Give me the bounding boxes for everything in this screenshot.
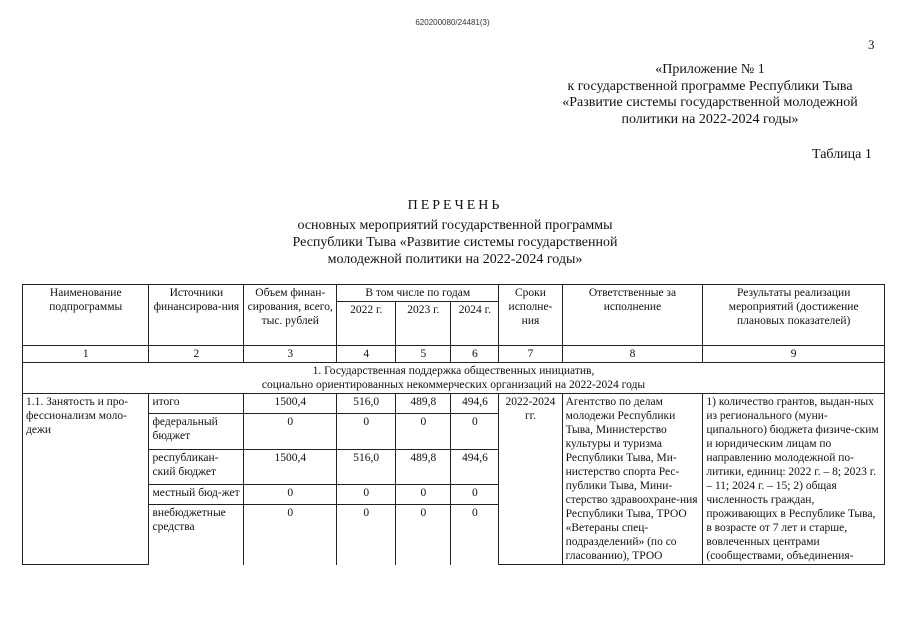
col-number: 2 [149, 346, 244, 363]
header-year-2024: 2024 г. [451, 302, 499, 346]
total-cell: 1500,4 [244, 449, 337, 485]
year-2024-cell: 0 [451, 505, 499, 565]
appendix-line-4: политики на 2022-2024 годы» [621, 111, 799, 127]
header-volume: Объем финан-сирования, всего, тыс. рублей [244, 285, 337, 346]
year-2023-cell: 0 [396, 485, 451, 505]
source-cell: федеральный бюджет [149, 413, 244, 449]
page-number: 3 [868, 37, 875, 52]
measures-table [22, 284, 885, 565]
appendix-line-3: «Развитие системы государственной молодежной [562, 95, 858, 110]
year-2023-cell: 0 [396, 413, 451, 449]
document-title: ПЕРЕЧЕНЬ [407, 198, 503, 213]
col-number: 5 [396, 346, 451, 363]
header-results: Результаты реализации мероприятий (достижение плановых показателей) [703, 285, 885, 346]
table-label: Таблица 1 [812, 147, 872, 162]
appendix-line-2: к государственной программе Республики Тыва [567, 78, 853, 94]
col-number: 8 [562, 346, 703, 363]
appendix-line-1: «Приложение № 1 [655, 62, 765, 77]
col-number: 9 [703, 346, 885, 363]
header-row [23, 285, 885, 302]
source-cell: республикан-ский бюджет [149, 449, 244, 485]
header-year-2022: 2022 г. [337, 302, 396, 346]
document-code: 620200080/24481(3) [415, 18, 490, 27]
column-numbers-row [23, 346, 885, 363]
year-2022-cell: 516,0 [337, 394, 396, 414]
source-cell: внебюджетные средства [149, 505, 244, 565]
appendix-header [540, 62, 880, 128]
section-line-1: 1. Государственная поддержка общественных инициатив, [312, 365, 595, 377]
total-cell: 0 [244, 413, 337, 449]
total-cell: 0 [244, 485, 337, 505]
year-2023-cell: 0 [396, 505, 451, 565]
year-2024-cell: 0 [451, 413, 499, 449]
year-2024-cell: 494,6 [451, 394, 499, 414]
source-cell: местный бюд-жет [149, 485, 244, 505]
header-year-2023: 2023 г. [396, 302, 451, 346]
col-number: 6 [451, 346, 499, 363]
header-terms: Сроки исполне-ния [499, 285, 562, 346]
document-subtitle [200, 217, 710, 268]
col-number: 1 [23, 346, 149, 363]
subprogram-name: 1.1. Занятость и про-фессионализм моло-дежи [23, 394, 149, 565]
responsible-cell: Агентство по делам молодежи Республики Тыва, Министерство культуры и туризма Республики Тыва, Ми-нистерство спорта Рес-публики Тыва, Мини-стерство здравоохране-ния Республики Тыва, ТРОО «Ветераны спец-подразделений» (по со гласованию), ТРОО [562, 394, 703, 565]
col-number: 4 [337, 346, 396, 363]
year-2022-cell: 0 [337, 505, 396, 565]
year-2024-cell: 494,6 [451, 449, 499, 485]
year-2022-cell: 0 [337, 485, 396, 505]
col-number: 3 [244, 346, 337, 363]
year-2023-cell: 489,8 [396, 394, 451, 414]
terms-cell: 2022-2024 гг. [499, 394, 562, 565]
total-cell: 1500,4 [244, 394, 337, 414]
subtitle-line-3: молодежной политики на 2022-2024 годы» [327, 252, 583, 267]
header-sources: Источники финансирова-ния [149, 285, 244, 346]
header-responsible: Ответственные за исполнение [562, 285, 703, 346]
source-cell: итого [149, 394, 244, 414]
section-title [23, 363, 885, 394]
table-row [23, 394, 885, 414]
section-row [23, 363, 885, 394]
section-line-2: социально ориентированных некоммерческих организаций на 2022-2024 годы [261, 379, 646, 391]
total-cell: 0 [244, 505, 337, 565]
year-2023-cell: 489,8 [396, 449, 451, 485]
year-2024-cell: 0 [451, 485, 499, 505]
year-2022-cell: 0 [337, 413, 396, 449]
subtitle-line-2: Республики Тыва «Развитие системы государственной [292, 235, 618, 250]
year-2022-cell: 516,0 [337, 449, 396, 485]
subtitle-line-1: основных мероприятий государственной программы [297, 218, 613, 233]
header-by-years: В том числе по годам [337, 285, 499, 302]
header-name: Наименование подпрограммы [23, 285, 149, 346]
col-number: 7 [499, 346, 562, 363]
results-cell: 1) количество грантов, выдан-ных из регионального (муни-ципального) бюджета физиче-ским и юридическим лицам по направлению молодежной по-литики, единиц: 2022 г. – 8; 2023 г. – 11; 2024 г. – 15; 2) общая численность граждан, проживающих в Республике Тыва, в возрасте от 7 лет и старше, вовлеченных центрами (сообществами, объединения- [703, 394, 885, 565]
